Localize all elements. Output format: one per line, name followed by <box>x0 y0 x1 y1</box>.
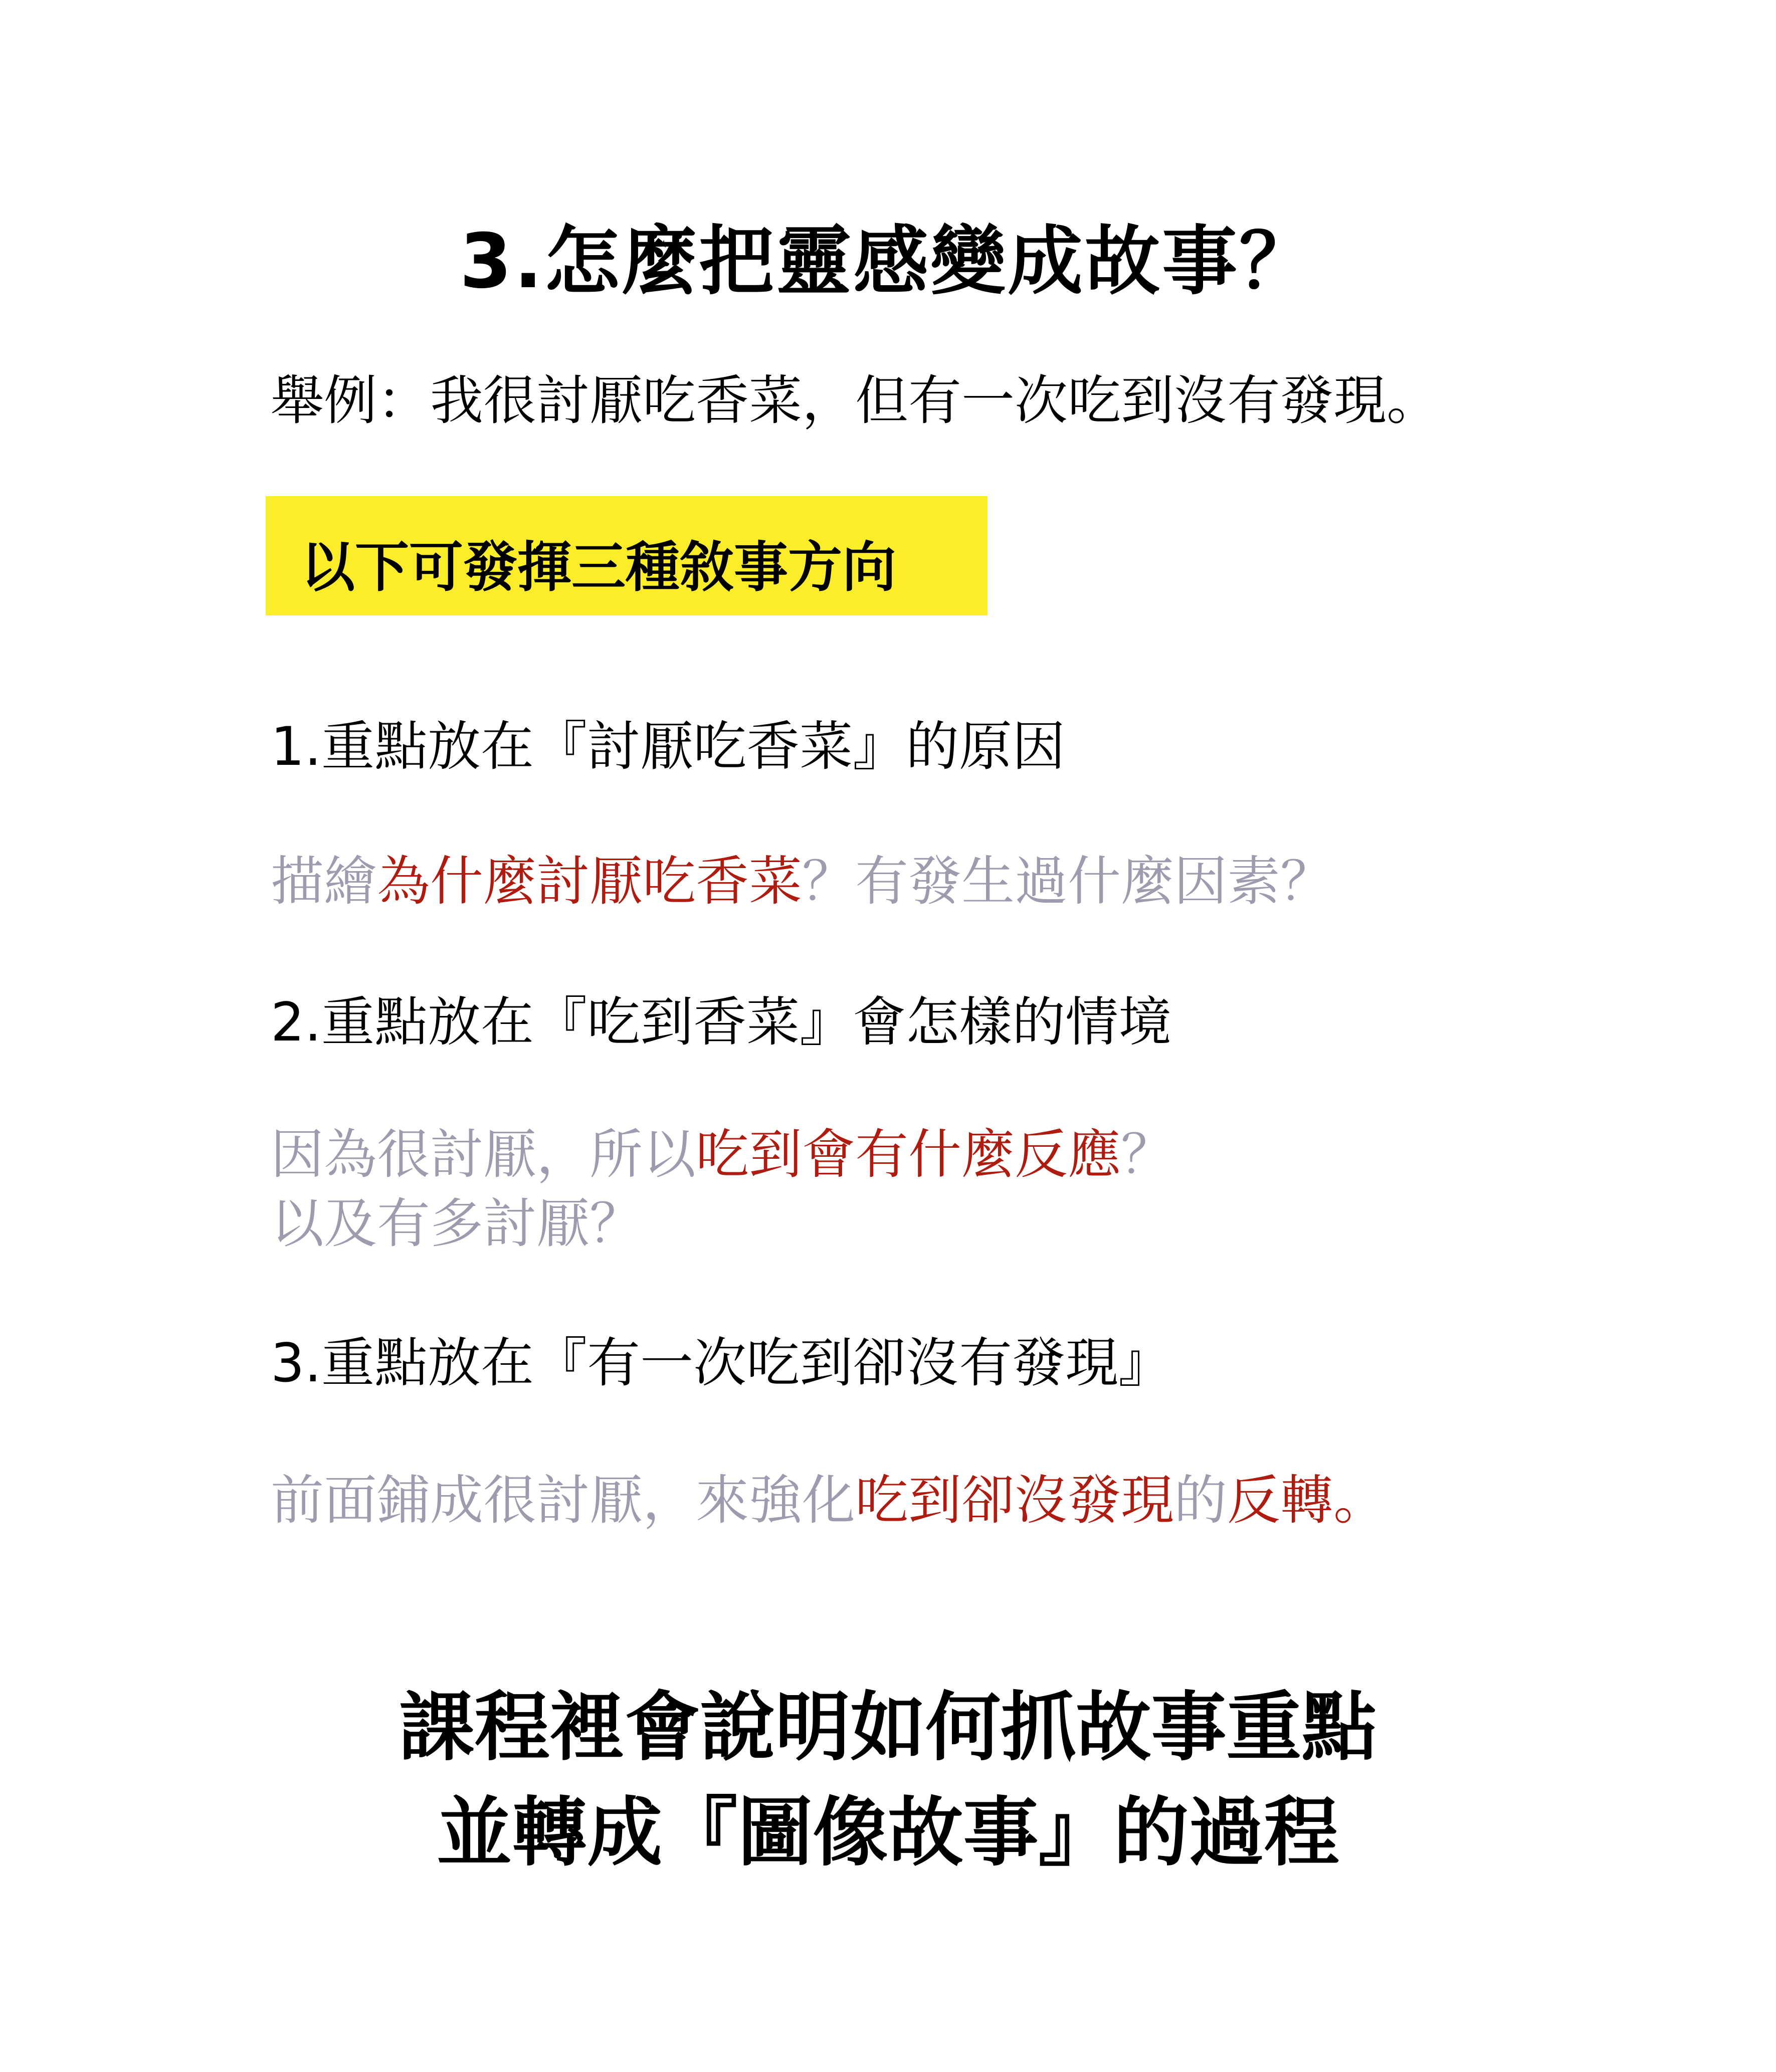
desc-text: 的 <box>1174 1470 1227 1531</box>
desc-text: ？有發生過什麼因素？ <box>802 851 1333 912</box>
desc-line: 以及有多討厭？ <box>271 1193 643 1255</box>
point-2-description <box>271 1120 1174 1259</box>
desc-emphasis: 吃到會有什麼反應 <box>696 1124 1121 1185</box>
highlight-banner-text: 以下可發揮三種敘事方向 <box>301 536 897 599</box>
point-1-description <box>271 847 1333 916</box>
desc-emphasis: 為什麼討厭吃香菜 <box>377 851 802 912</box>
desc-emphasis: 反轉。 <box>1227 1470 1387 1531</box>
desc-line <box>271 1120 1174 1189</box>
example-sentence: 舉例：我很討厭吃香菜，但有一次吃到沒有發現。 <box>271 370 1440 432</box>
point-3-heading: 3.重點放在『有一次吃到卻沒有發現』 <box>271 1332 1172 1394</box>
desc-emphasis: 吃到卻沒發現 <box>855 1470 1174 1531</box>
page-title: 3.怎麼把靈感變成故事？ <box>459 218 1317 305</box>
desc-text: 前面鋪成很討厭，來強化 <box>271 1470 855 1531</box>
desc-text: 因為很討厭，所以 <box>271 1124 696 1185</box>
point-2-heading: 2.重點放在『吃到香菜』會怎樣的情境 <box>271 991 1172 1053</box>
desc-text: 描繪 <box>271 851 377 912</box>
outro-line-2: 並轉成『圖像故事』的過程 <box>437 1789 1339 1877</box>
outro-line-1: 課程裡會說明如何抓故事重點 <box>399 1684 1377 1771</box>
desc-text: ？ <box>1121 1124 1174 1185</box>
point-1-heading: 1.重點放在『討厭吃香菜』的原因 <box>271 716 1066 777</box>
point-3-description <box>271 1466 1387 1535</box>
